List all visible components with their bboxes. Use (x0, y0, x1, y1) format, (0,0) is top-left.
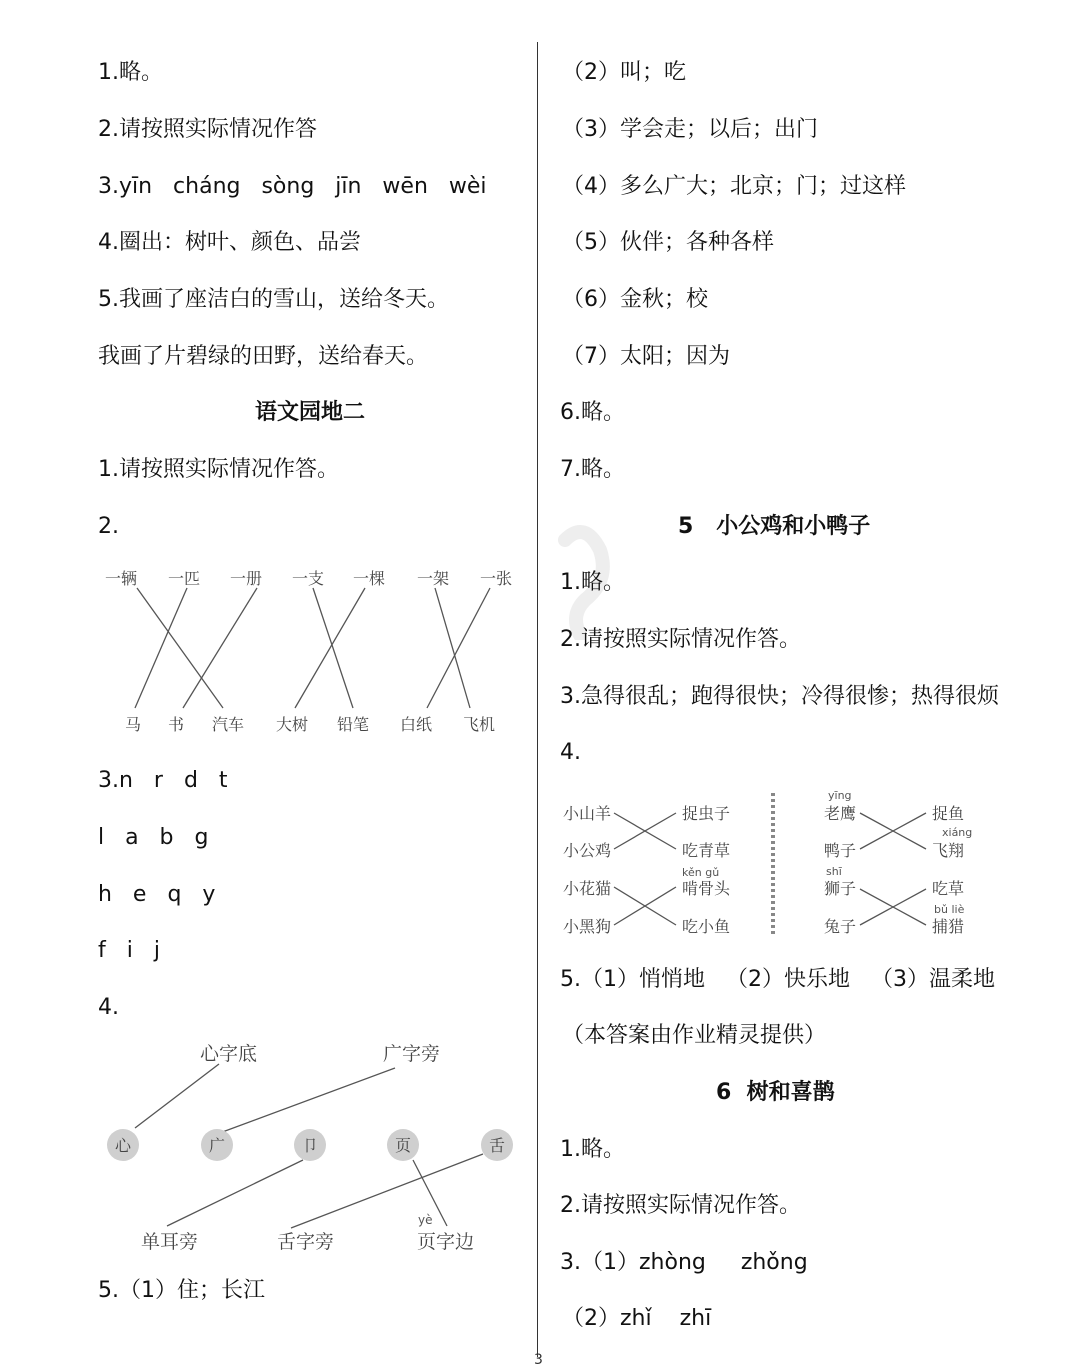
right-line-17: 3.（1）zhòng zhǒng (560, 1250, 808, 1275)
right-line-8: 7.略。 (560, 457, 625, 482)
pinyin-shi: shī (826, 865, 842, 878)
radical-label-xin: 心字底 (200, 1043, 258, 1065)
measure-word-matching-figure (95, 560, 515, 740)
right-line-10: 2.请按照实际情况作答。 (560, 627, 801, 652)
page-number: 3 (534, 1352, 543, 1368)
mw-top-3: 一册 (230, 569, 263, 588)
column-divider (537, 42, 538, 1357)
left-line-3: 3.yīn cháng sòng jīn wēn wèi (98, 174, 487, 199)
mw-top-7: 一张 (480, 569, 513, 588)
mw-bottom-6: 白纸 (400, 715, 433, 734)
right-line-11: 3.急得很乱；跑得很快；冷得很惨；热得很烦 (560, 684, 999, 709)
right-line-12: 4. (560, 740, 581, 765)
animal-right-2: 鸭子 (824, 841, 857, 860)
pinyin-xiang: xiáng (942, 826, 973, 839)
mw-bottom-2: 书 (168, 715, 185, 734)
radical-circle-5: 舌 (488, 1136, 506, 1155)
radical-matching-figure (95, 1030, 525, 1260)
radical-label-guang: 广字旁 (383, 1043, 441, 1065)
left-line-11: h e q y (98, 882, 216, 907)
left-line-9: 3.n r d t (98, 768, 228, 793)
action-left-3: 啃骨头 (682, 879, 731, 898)
mw-top-5: 一棵 (353, 569, 386, 588)
left-line-5: 5.我画了座洁白的雪山，送给冬天。 (98, 287, 449, 312)
right-line-7: 6.略。 (560, 400, 625, 425)
action-left-1: 捉虫子 (682, 804, 731, 823)
animal-left-3: 小花猫 (563, 879, 612, 898)
mw-top-4: 一支 (292, 569, 325, 588)
right-line-4: （5）伙伴；各种各样 (562, 230, 774, 255)
mw-bottom-4: 大树 (276, 715, 309, 734)
action-right-4: 捕猎 (932, 917, 965, 936)
pinyin-ying: yīng (828, 789, 852, 802)
action-right-1: 捉鱼 (932, 804, 965, 823)
right-line-13: 5.（1）悄悄地 （2）快乐地 （3）温柔地 (560, 967, 995, 992)
right-line-1: （2）叫；吃 (562, 60, 686, 85)
radical-label-she: 舌字旁 (277, 1231, 335, 1253)
mw-top-2: 一匹 (168, 569, 201, 588)
action-right-3: 吃草 (932, 879, 965, 898)
radical-label-daner: 单耳旁 (141, 1231, 199, 1253)
radical-circle-2: 广 (208, 1136, 226, 1155)
mw-bottom-3: 汽车 (212, 715, 245, 734)
left-line-6: 我画了片碧绿的田野，送给春天。 (98, 344, 429, 369)
right-line-16: 2.请按照实际情况作答。 (560, 1193, 801, 1218)
pinyin-kengu: kěn gǔ (682, 866, 720, 879)
section-heading-lesson-6: 6 树和喜鹊 (716, 1080, 835, 1105)
left-line-4: 4.圈出：树叶、颜色、品尝 (98, 230, 361, 255)
pinyin-bulie: bǔ liè (934, 903, 965, 916)
radical-label-ye: 页字边 (417, 1231, 475, 1253)
left-line-7: 1.请按照实际情况作答。 (98, 457, 339, 482)
section-heading-lesson-5: 5 小公鸡和小鸭子 (678, 514, 871, 539)
left-line-13: 4. (98, 995, 119, 1020)
animal-right-1: 老鹰 (824, 804, 857, 823)
animal-left-4: 小黑狗 (563, 917, 612, 936)
action-left-4: 吃小鱼 (682, 917, 731, 936)
radical-circle-1: 心 (114, 1136, 132, 1155)
mw-top-1: 一辆 (105, 569, 138, 588)
right-line-9: 1.略。 (560, 570, 625, 595)
section-heading-yuwen-yuandi: 语文园地二 (255, 400, 366, 425)
right-line-14: （本答案由作业精灵提供） (562, 1023, 827, 1048)
left-line-12: f i j (98, 938, 160, 963)
left-line-1: 1.略。 (98, 60, 163, 85)
animal-action-matching-figure (558, 785, 998, 945)
pinyin-ye: yè (418, 1213, 433, 1227)
left-line-14: 5.（1）住；长江 (98, 1278, 265, 1303)
right-line-2: （3）学会走；以后；出门 (562, 117, 818, 142)
right-line-5: （6）金秋；校 (562, 287, 708, 312)
right-line-6: （7）太阳；因为 (562, 344, 730, 369)
animal-right-4: 兔子 (824, 917, 857, 936)
left-line-2: 2.请按照实际情况作答 (98, 117, 317, 142)
animal-left-1: 小山羊 (563, 804, 612, 823)
right-line-18: （2）zhǐ zhī (562, 1306, 712, 1331)
mw-bottom-1: 马 (125, 715, 142, 734)
radical-circle-3: 卩 (301, 1136, 319, 1155)
radical-circle-4: 页 (394, 1136, 412, 1155)
right-line-3: （4）多么广大；北京；门；过这样 (562, 174, 906, 199)
mw-bottom-5: 铅笔 (337, 715, 370, 734)
animal-left-2: 小公鸡 (563, 841, 612, 860)
mw-bottom-7: 飞机 (463, 715, 496, 734)
animal-right-3: 狮子 (824, 879, 857, 898)
mw-top-6: 一架 (417, 569, 450, 588)
left-line-8: 2. (98, 514, 119, 539)
action-right-2: 飞翔 (932, 841, 965, 860)
action-left-2: 吃青草 (682, 841, 731, 860)
right-line-15: 1.略。 (560, 1137, 625, 1162)
left-line-10: l a b g (98, 825, 209, 850)
